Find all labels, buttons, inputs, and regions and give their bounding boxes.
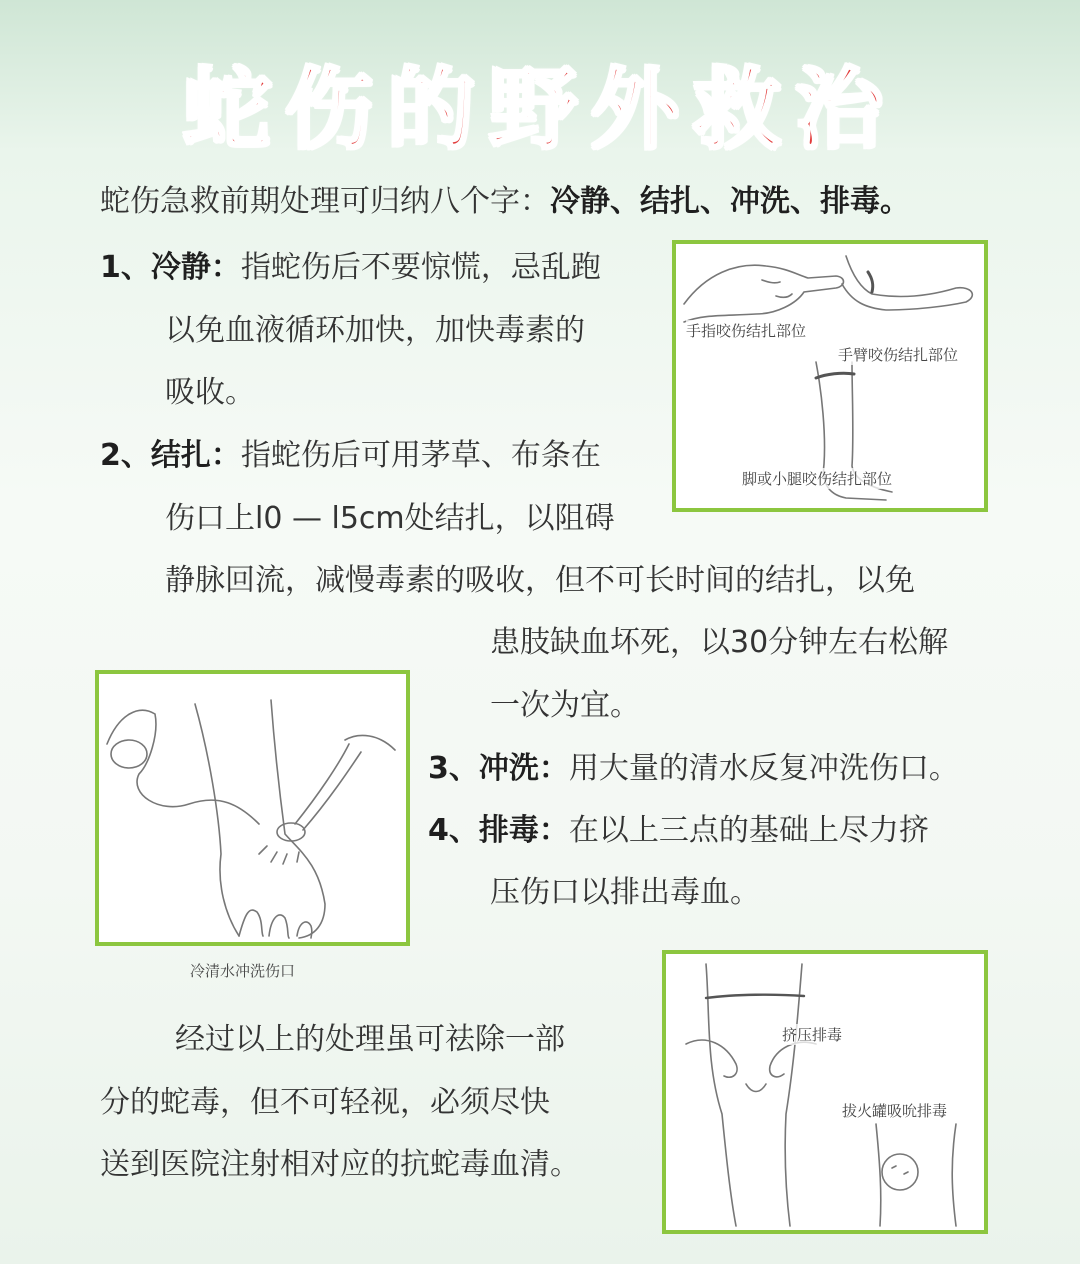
ligation-figure	[672, 240, 988, 512]
step4-heading: 4、排毒	[428, 813, 539, 848]
rinse-figure	[95, 670, 410, 946]
closing-line2: 分的蛇毒，但不可轻视，必须尽快	[100, 1085, 550, 1120]
step1-colon: ：	[210, 250, 241, 285]
step3-text1: 用大量的清水反复冲洗伤口。	[568, 751, 959, 786]
step4-text1: 在以上三点的基础上尽力挤	[568, 813, 929, 848]
step1-line2: 以免血液循环加快，加快毒素的	[165, 313, 585, 348]
step1-line3: 吸收。	[165, 375, 255, 410]
step3-line1	[428, 749, 959, 789]
step1-heading: 1、冷静	[100, 250, 211, 285]
step4-colon: ：	[538, 813, 569, 848]
step1-line1	[100, 248, 601, 288]
step4-line1	[428, 811, 929, 851]
closing-line3: 送到医院注射相对应的抗蛇毒血清。	[100, 1147, 580, 1182]
label-finger-ligation: 手指咬伤结扎部位	[686, 322, 807, 340]
label-arm-ligation: 手臂咬伤结扎部位	[838, 346, 959, 364]
rinse-caption: 冷清水冲洗伤口	[190, 962, 296, 980]
step3-heading: 3、冲洗	[428, 751, 539, 786]
step2-text1: 指蛇伤后可用茅草、布条在	[240, 438, 601, 473]
step2-heading: 2、结扎	[100, 438, 211, 473]
step3-colon: ：	[538, 751, 569, 786]
label-leg-ligation: 脚或小腿咬伤结扎部位	[742, 470, 893, 488]
step1-text1: 指蛇伤后不要惊慌，忌乱跑	[240, 250, 601, 285]
label-squeeze: 挤压排毒	[782, 1026, 843, 1044]
step2-line4: 患肢缺血坏死，以30分钟左右松解	[490, 625, 949, 660]
intro-line	[100, 182, 910, 222]
closing-line1: 经过以上的处理虽可祛除一部	[175, 1022, 565, 1057]
page-title: 蛇伤的野外救治	[182, 58, 897, 161]
detox-illustration	[666, 954, 984, 1230]
step2-line5: 一次为宜。	[490, 688, 640, 723]
intro-prefix: 蛇伤急救前期处理可归纳八个字：	[100, 184, 550, 219]
label-cupping: 拔火罐吸吮排毒	[842, 1102, 948, 1120]
step2-line2: 伤口上l0 — l5cm处结扎，以阻碍	[165, 501, 615, 536]
step2-line3: 静脉回流，减慢毒素的吸收，但不可长时间的结扎，以免	[165, 563, 915, 598]
step2-colon: ：	[210, 438, 241, 473]
step4-line2: 压伤口以排出毒血。	[490, 875, 760, 910]
intro-keywords: 冷静、结扎、冲洗、排毒。	[550, 184, 910, 219]
detox-figure	[662, 950, 988, 1234]
rinse-illustration	[99, 674, 406, 942]
step2-line1	[100, 436, 601, 476]
